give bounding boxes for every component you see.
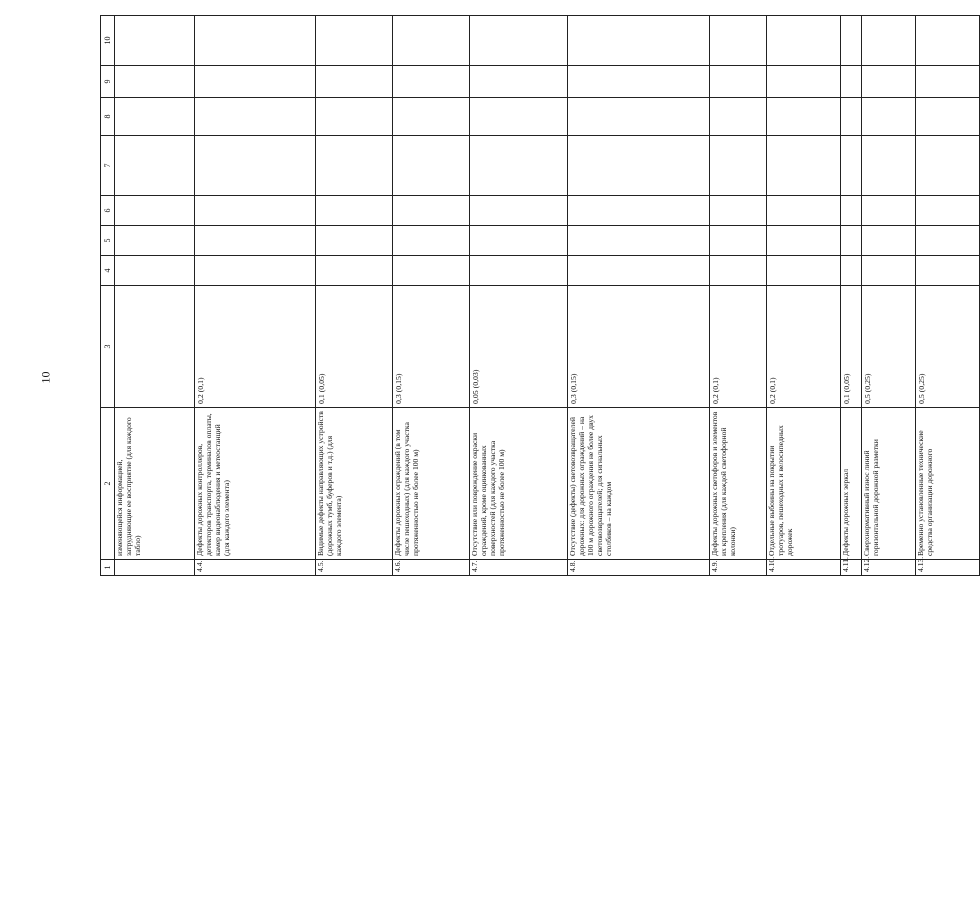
- row-description: Отдельные выбоины на покрытии тротуаров, пешеходных и велосипедных дорожек: [767, 408, 840, 560]
- row-value: 0,05 (0,03): [469, 286, 567, 408]
- row-value: [115, 286, 195, 408]
- header-col-2: 2: [101, 408, 115, 560]
- table-row: [115, 16, 195, 576]
- row-description: Временно установленные технические средства организации дорожного: [915, 408, 979, 560]
- row-number: 4.10.: [767, 560, 840, 576]
- table-row: [915, 16, 979, 576]
- table-row: [767, 16, 840, 576]
- header-col-4: 4: [101, 256, 115, 286]
- header-col-8: 8: [101, 98, 115, 136]
- row-description: Видимые дефекты направляющих устройств (дорожных тумб, буферов и т.д.) (для каждого элемента): [316, 408, 393, 560]
- row-number: 4.4.: [195, 560, 316, 576]
- row-value: 0,3 (0,15): [393, 286, 470, 408]
- row-value: 0,5 (0,25): [862, 286, 915, 408]
- row-number: 4.6.: [393, 560, 470, 576]
- row-value: 0,2 (0,1): [767, 286, 840, 408]
- header-col-9: 9: [101, 66, 115, 98]
- row-description: Дефекты дорожных ограждений (в том числе пешеходных) (для каждого участка протяженностью не более 100 м): [393, 408, 470, 560]
- row-number: 4.8.: [567, 560, 710, 576]
- header-col-6: 6: [101, 196, 115, 226]
- header-row: [101, 16, 115, 576]
- row-description: Дефекты дорожных контроллеров, детекторов транспорта, терминалов оплаты, камер видеонаблюдения и метеостанций (для каждого элемента): [195, 408, 316, 560]
- row-value: 0,3 (0,15): [567, 286, 710, 408]
- row-number: [115, 560, 195, 576]
- table-row: [862, 16, 915, 576]
- defects-table: [100, 15, 980, 576]
- row-description: изменяющейся информацией, затрудняющие ее восприятие (для каждого табло): [115, 408, 195, 560]
- table-row: [316, 16, 393, 576]
- header-col-10: 10: [101, 16, 115, 66]
- row-description: Сверхнормативный износ линий горизонтальной дорожной разметки: [862, 408, 915, 560]
- row-value: 0,1 (0,05): [840, 286, 862, 408]
- header-col-5: 5: [101, 226, 115, 256]
- page-number: 10: [38, 371, 53, 384]
- table-row: [710, 16, 767, 576]
- row-number: 4.12.: [862, 560, 915, 576]
- row-number: 4.11.: [840, 560, 862, 576]
- row-number: 4.7.: [469, 560, 567, 576]
- row-value: 0,5 (0,25): [915, 286, 979, 408]
- table-row: [195, 16, 316, 576]
- row-value: 0,1 (0,05): [316, 286, 393, 408]
- row-number: 4.9.: [710, 560, 767, 576]
- row-description: Отсутствие (дефекты) световозвращателей дорожных: для дорожных ограждений – на 100 м дорожного ограждения не более двух световозвращателей; для сигнальных столбиков – на каждом: [567, 408, 710, 560]
- header-col-7: 7: [101, 136, 115, 196]
- row-description: Дефекты дорожных зеркал: [840, 408, 862, 560]
- row-value: 0,2 (0,1): [195, 286, 316, 408]
- table-row: [567, 16, 710, 576]
- table-row: [469, 16, 567, 576]
- header-col-1: 1: [101, 560, 115, 576]
- row-description: Отсутствие или повреждение окраски ограждений, кроме оцинкованных поверхностей (для каждого участка протяженностью не более 100 м): [469, 408, 567, 560]
- row-number: 4.5.: [316, 560, 393, 576]
- header-col-3: 3: [101, 286, 115, 408]
- table-row: [840, 16, 862, 576]
- row-number: 4.13.: [915, 560, 979, 576]
- table-row: [393, 16, 470, 576]
- row-value: 0,2 (0,1): [710, 286, 767, 408]
- defects-table-frame: [100, 16, 980, 576]
- row-description: Дефекты дорожных светофоров и элементов их крепления (для каждой светофорной колонки): [710, 408, 767, 560]
